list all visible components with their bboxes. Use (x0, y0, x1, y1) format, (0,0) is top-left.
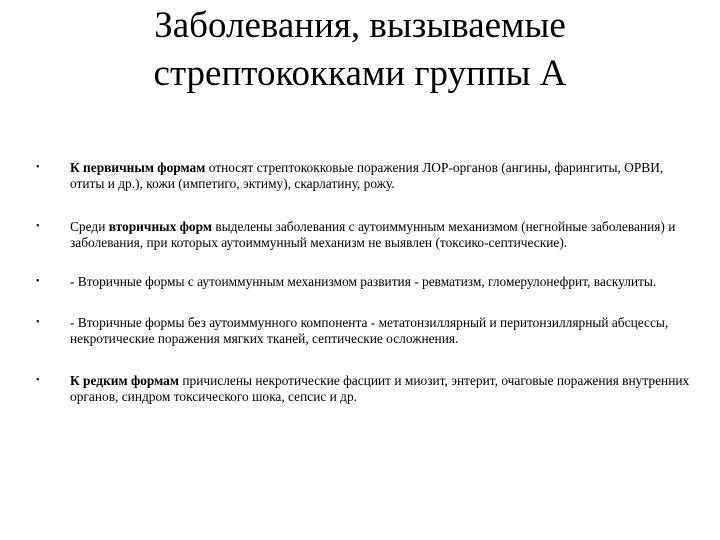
bullet-item-non-autoimmune-forms (36, 315, 696, 347)
bullet-item-rare-forms (36, 373, 696, 405)
slide-title-line-1: Заболевания, вызываемые (154, 5, 566, 46)
slide-title (0, 2, 720, 98)
bullet-text-post: причислены некротические фасциит и миозит, энтерит, очаговые поражения внутренних органов, синдром токсического шока, сепсис и др. (70, 373, 690, 404)
bullet-text-bold: К редким формам (70, 373, 179, 388)
bullet-icon: • (36, 221, 40, 232)
bullet-text-post: - Вторичные формы без аутоиммунного компонента - метатонзиллярный и перитонзиллярный абсцессы, некротические поражения мягких тканей, септические осложнения. (70, 315, 669, 346)
bullet-icon: • (36, 162, 40, 173)
bullet-list (36, 160, 696, 432)
bullet-text-post: - Вторичные формы с аутоиммунным механизмом развития - ревматизм, гломерулонефрит, васкулиты. (70, 274, 657, 289)
bullet-text-pre: Среди (70, 219, 109, 234)
bullet-icon: • (36, 317, 40, 328)
bullet-text-bold: вторичных форм (108, 219, 212, 234)
slide-title-line-2: стрептококками группы А (153, 53, 567, 94)
bullet-text-bold: К первичным формам (70, 160, 206, 175)
bullet-icon: • (36, 276, 40, 287)
bullet-item-secondary-forms (36, 219, 696, 251)
bullet-text-post: выделены заболевания с аутоиммунным механизмом (негнойные заболевания) и заболевания, при которых аутоиммунный механизм не выявлен (токсико-септические). (70, 219, 676, 250)
bullet-text-post: относят стрептококковые поражения ЛОР-органов (ангины, фарингиты, ОРВИ, отиты и др.), кожи (импетиго, эктиму), скарлатину, рожу. (70, 160, 664, 191)
bullet-icon: • (36, 375, 40, 386)
bullet-item-autoimmune-forms (36, 274, 696, 290)
bullet-item-primary-forms (36, 160, 696, 192)
